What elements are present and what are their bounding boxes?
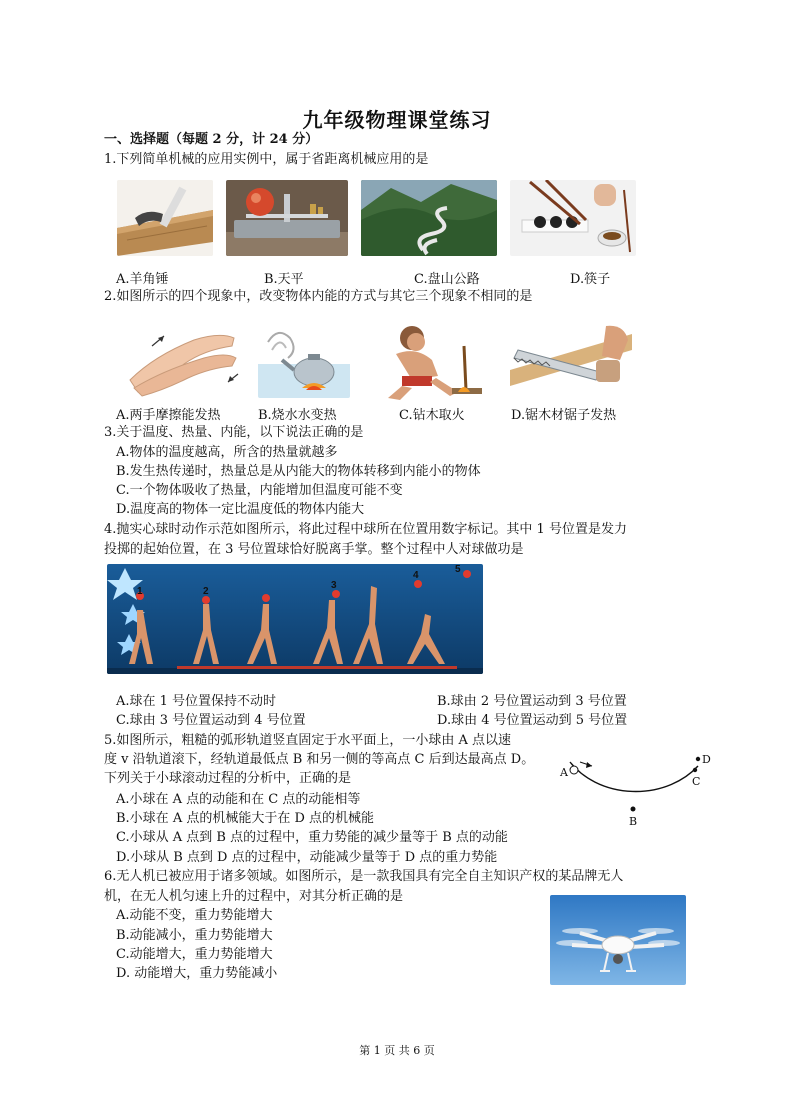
q3-option-b: B.发生热传递时，热量总是从内能大的物体转移到内能小的物体 xyxy=(116,464,481,479)
shot-label-1: 1 xyxy=(137,586,143,597)
point-b-label: B xyxy=(629,815,638,828)
point-c-label: C xyxy=(692,775,701,788)
q1-option-b: B.天平 xyxy=(264,272,304,287)
point-a-label: A xyxy=(560,766,568,779)
hammer-image xyxy=(117,180,213,256)
arc-track-diagram xyxy=(556,742,716,832)
q6-option-b: B.动能减小，重力势能增大 xyxy=(116,928,273,943)
q6-stem-line1: 6.无人机已被应用于诸多领域。如图所示，是一款我国具有完全自主知识产权的某品牌无人 xyxy=(104,869,624,884)
shot-put-image xyxy=(107,564,483,674)
boiling-kettle-image xyxy=(258,320,350,398)
shot-label-2: 2 xyxy=(203,586,209,597)
q5-option-c: C.小球从 A 点到 B 点的过程中，重力势能的减少量等于 B 点的动能 xyxy=(116,830,508,845)
q3-option-a: A.物体的温度越高，所含的热量就越多 xyxy=(116,445,338,460)
q5-option-b: B.小球在 A 点的机械能大于在 D 点的机械能 xyxy=(116,811,375,826)
rubbing-hands-image xyxy=(124,320,242,398)
q2-option-c: C.钻木取火 xyxy=(399,408,465,423)
shot-label-3: 3 xyxy=(331,580,337,591)
shot-label-4: 4 xyxy=(413,570,419,581)
balance-image xyxy=(226,180,348,256)
drilling-fire-image xyxy=(372,320,490,402)
point-d-label: D xyxy=(702,753,711,766)
q6-option-c: C.动能增大，重力势能增大 xyxy=(116,947,273,962)
q3-option-d: D.温度高的物体一定比温度低的物体内能大 xyxy=(116,502,365,517)
q4-option-c: C.球由 3 号位置运动到 4 号位置 xyxy=(116,713,306,728)
q1-stem: 1.下列简单机械的应用实例中，属于省距离机械应用的是 xyxy=(104,152,429,167)
q2-stem: 2.如图所示的四个现象中，改变物体内能的方式与其它三个现象不相同的是 xyxy=(104,289,533,304)
q3-stem: 3.关于温度、热量、内能，以下说法正确的是 xyxy=(104,425,364,440)
q1-option-d: D.筷子 xyxy=(570,272,611,287)
q5-stem-line2: 度 v 沿轨道滚下，经轨道最低点 B 和另一侧的等高点 C 后到达最高点 D。 xyxy=(104,752,535,767)
page-title: 九年级物理课堂练习 xyxy=(302,108,492,132)
q5-stem-line1: 5.如图所示，粗糙的弧形轨道竖直固定于水平面上，一小球由 A 点以速 xyxy=(104,733,512,748)
chopsticks-image xyxy=(510,180,636,256)
q1-option-a: A.羊角锤 xyxy=(116,272,169,287)
q4-option-a: A.球在 1 号位置保持不动时 xyxy=(116,694,277,709)
q5-option-a: A.小球在 A 点的动能和在 C 点的动能相等 xyxy=(116,792,361,807)
mountain-road-image xyxy=(361,180,497,256)
shot-label-5: 5 xyxy=(455,564,461,575)
q4-option-d: D.球由 4 号位置运动到 5 号位置 xyxy=(437,713,628,728)
q4-stem-line2: 投掷的起始位置，在 3 号位置球恰好脱离手掌。整个过程中人对球做功是 xyxy=(104,542,524,557)
q4-stem-line1: 4.抛实心球时动作示范如图所示，将此过程中球所在位置用数字标记。其中 1 号位置是发力 xyxy=(104,522,627,537)
q2-option-d: D.锯木材锯子发热 xyxy=(511,408,617,423)
page-footer: 第 1 页 共 6 页 xyxy=(359,1044,435,1057)
q6-stem-line2: 机，在无人机匀速上升的过程中，对其分析正确的是 xyxy=(104,889,404,904)
q6-option-a: A.动能不变，重力势能增大 xyxy=(116,908,273,923)
q6-option-d: D. 动能增大，重力势能减小 xyxy=(116,966,278,981)
q3-option-c: C.一个物体吸收了热量，内能增加但温度可能不变 xyxy=(116,483,403,498)
drone-image xyxy=(550,895,686,985)
q4-option-b: B.球由 2 号位置运动到 3 号位置 xyxy=(437,694,627,709)
q2-option-b: B.烧水水变热 xyxy=(258,408,337,423)
q5-stem-line3: 下列关于小球滚动过程的分析中，正确的是 xyxy=(104,771,352,786)
q2-option-a: A.两手摩擦能发热 xyxy=(116,408,221,423)
q1-option-c: C.盘山公路 xyxy=(414,272,480,287)
saw-wood-image xyxy=(510,320,632,398)
section-heading: 一、选择题（每题 2 分，计 24 分） xyxy=(104,132,319,147)
q5-option-d: D.小球从 B 点到 D 点的过程中，动能减少量等于 D 点的重力势能 xyxy=(116,850,498,865)
